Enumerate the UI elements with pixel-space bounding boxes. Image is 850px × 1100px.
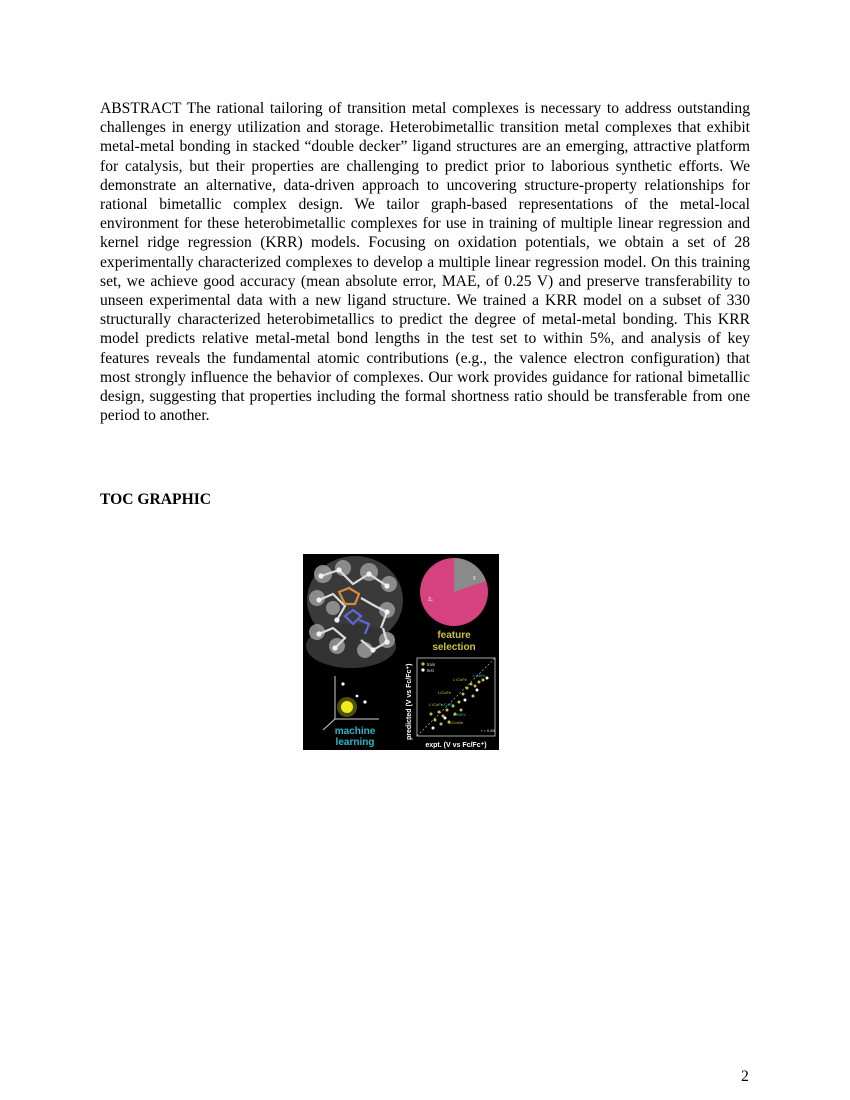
abstract-paragraph: ABSTRACT The rational tailoring of transition metal complexes is necessary to address outstanding challenges in energy utilization and storage. Heterobimetallic transition metal complexes that exhibit metal-metal bonding in stacked “double decker” ligand structures are an emerging, attractive platform for catalysis, but their properties are challenging to predict prior to laborious synthetic efforts. We demonstrate an alternative, data-driven approach to uncovering structure-property relationships for rational bimetallic complex design. We tailor graph-based representations of the metal-local environment for these heterobimetallic complexes for use in training of multiple linear regression and kernel ridge regression (KRR) models. Focusing on oxidation potentials, we obtain a set of 28 experimentally characterized complexes to develop a multiple linear regression model. On this training set, we achieve good accuracy (mean absolute error, MAE, of 0.25 V) and preserve transferability to unseen experimental data with a new ligand structure. We trained a KRR model on a subset of 330 structurally characterized heterobimetallics to predict the degree of metal-metal bonding. This KRR model predicts relative metal-metal bond lengths in the test set to within 5%, and analysis of key features reveals the fundamental atomic contributions (e.g., the valence electron configuration) that most strongly influence the behavior of complexes. Our work provides guidance for rational bimetallic design, suggesting that properties including the formal shortness ratio should be transferable from one period to another. [100,100,750,425]
point-label-7: L/CoMn [449,720,464,725]
svg-text:χ: χ [473,575,476,581]
feature-label-line1: feature [437,630,471,641]
y-axis-label: predicted (V vs Fc/Fc⁺) [406,663,413,740]
x-axis-label: expt. (V vs Fc/Fc⁺) [425,742,487,749]
point-label-6: L/CoFe [441,702,455,707]
molecule-illustration [306,556,403,668]
r-value-label: r = 0.85 [481,728,495,733]
ml-label-line2: learning [335,737,375,748]
point-label-3: L/CoFe [438,690,452,695]
legend-marker-train [421,662,424,665]
legend-test: test [427,668,434,673]
ml-label-line1: machine [334,726,376,737]
toc-heading: TOC GRAPHIC [100,491,212,508]
feature-pie-chart [420,558,488,626]
point-label-2: L'/NiFe [473,673,486,678]
feature-label-line2: selection [432,642,476,653]
svg-text:Zₓ: Zₓ [428,597,433,603]
point-label-5: L'/NiFe [453,712,466,717]
point-label-4: L'/CoFe [429,702,443,707]
legend-marker-test [421,668,424,671]
toc-graphic [303,554,499,750]
page-number: 2 [741,1068,749,1085]
legend-train: train [427,662,436,667]
toc-graphic-svg [303,554,499,750]
point-label-1: L'/CoFe [453,677,467,682]
